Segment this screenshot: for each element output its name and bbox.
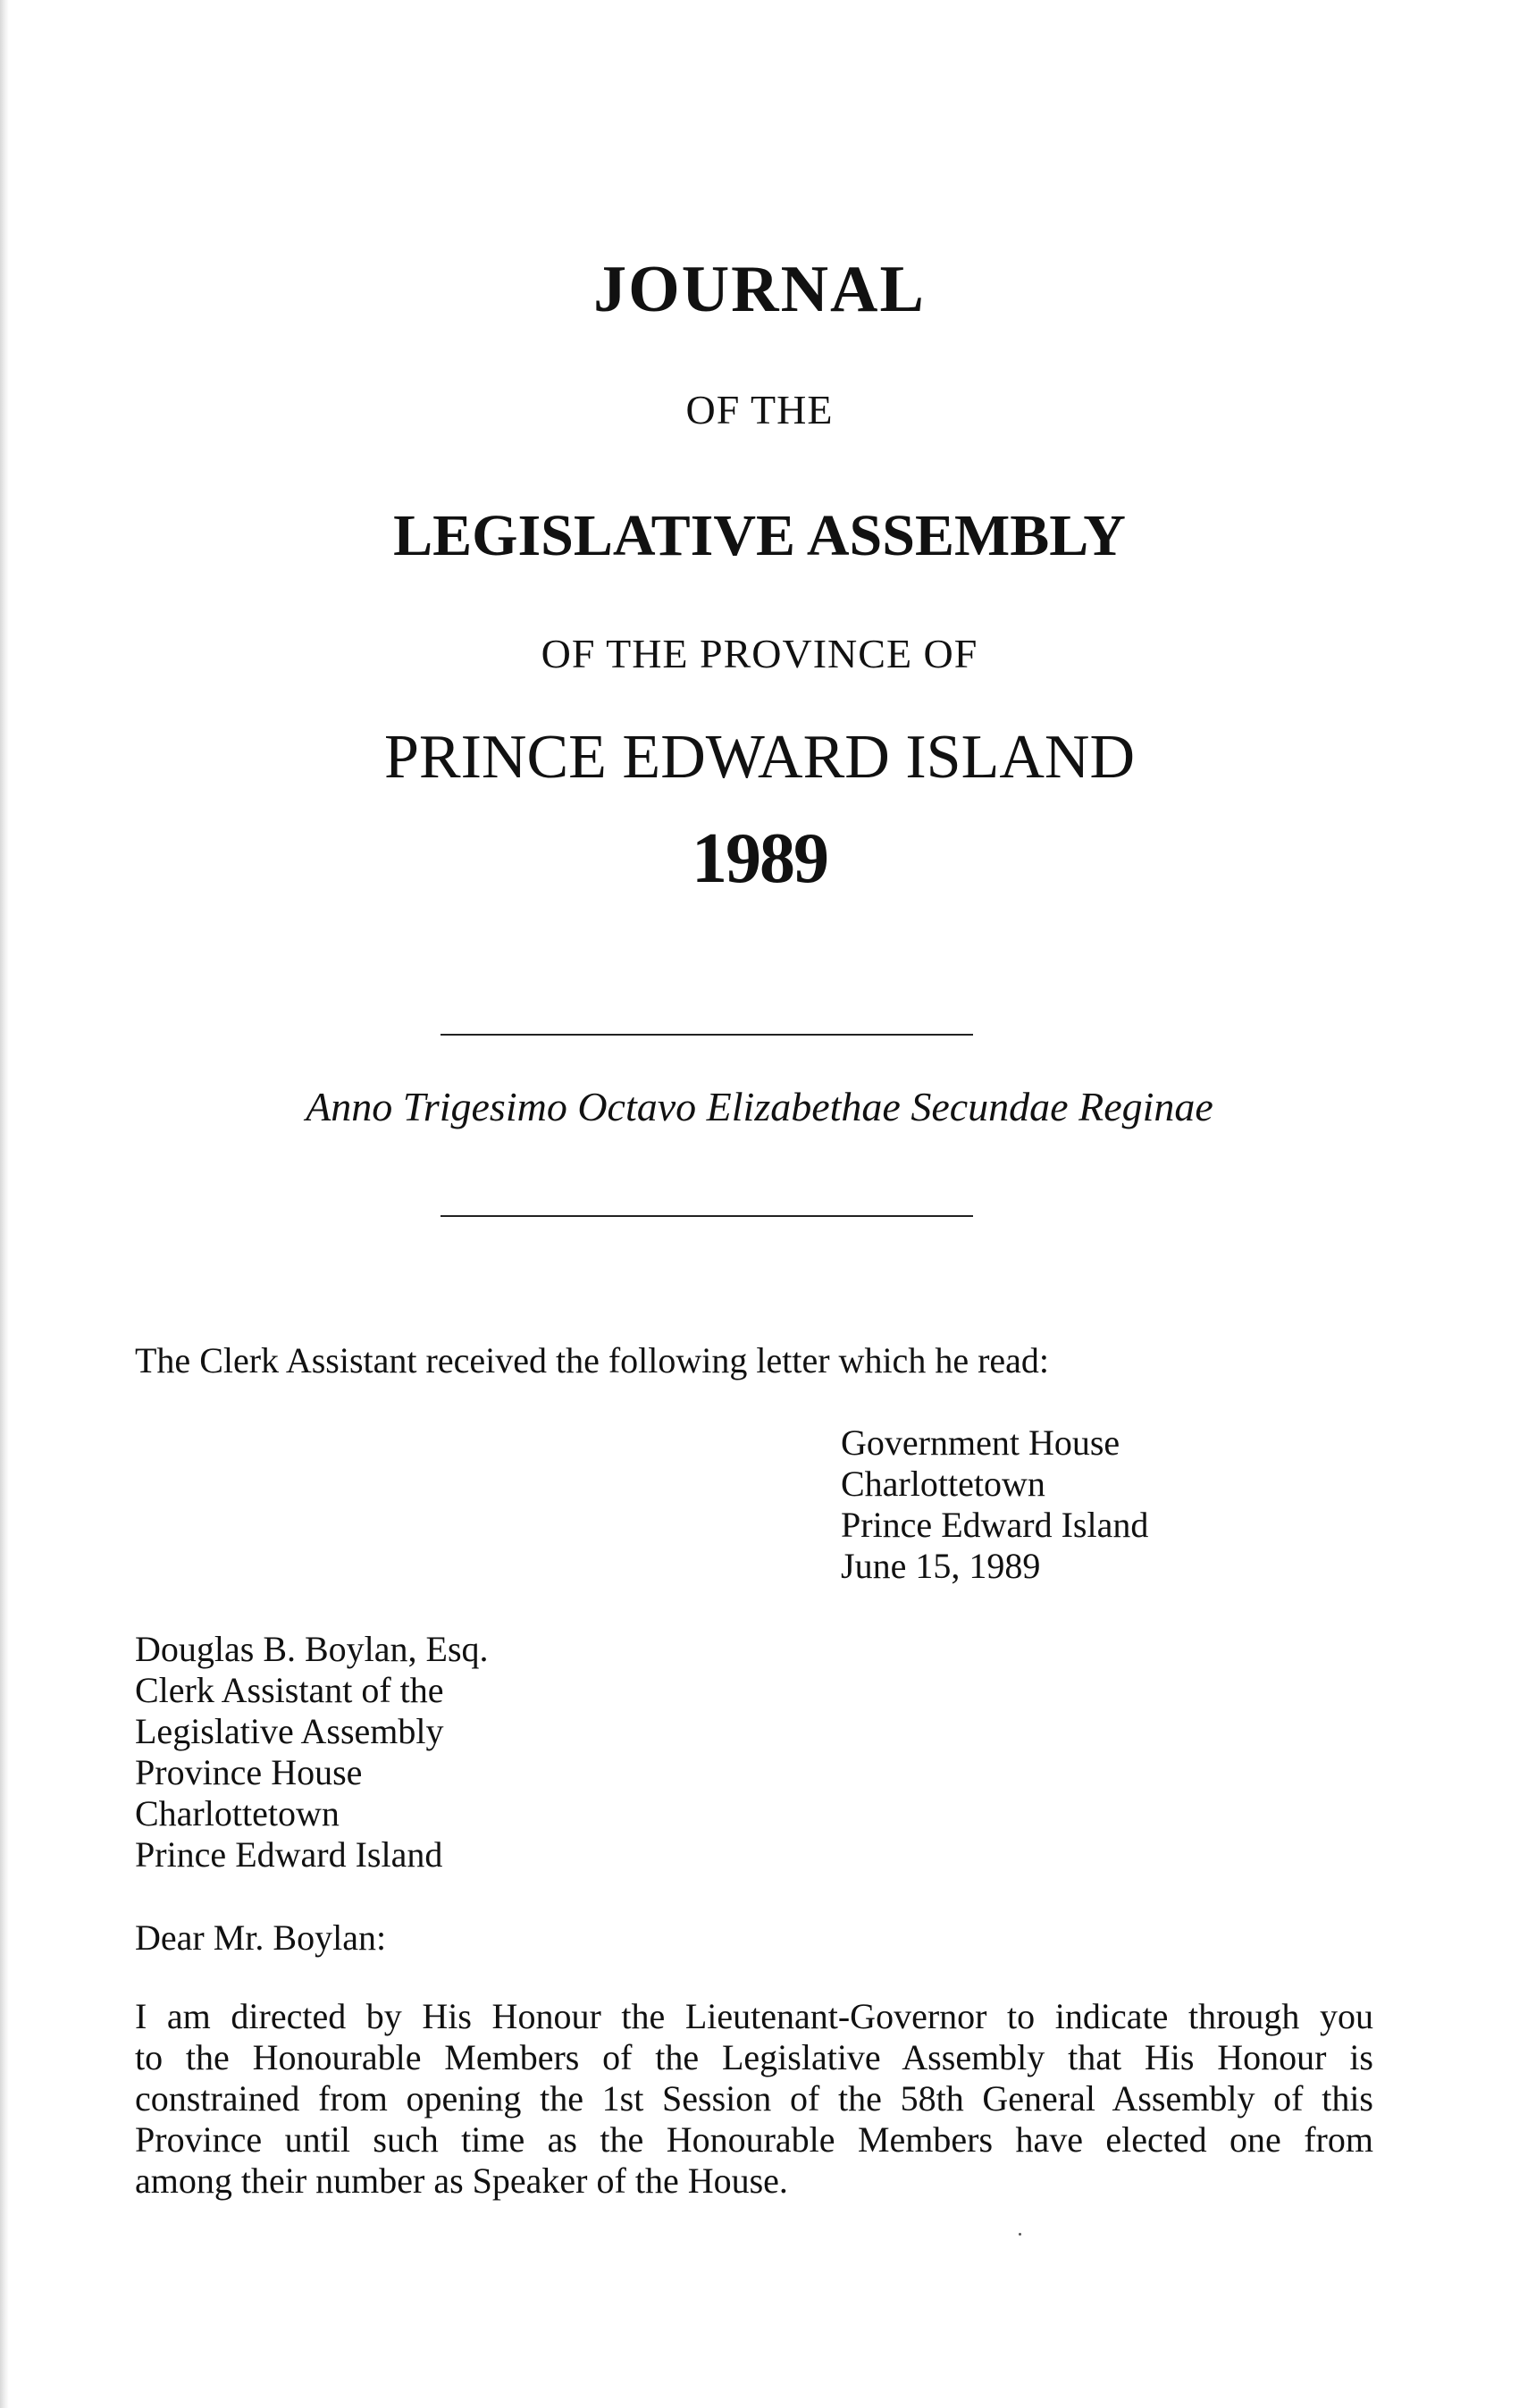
year-title: 1989 bbox=[692, 819, 827, 898]
divider-bottom bbox=[441, 1215, 973, 1217]
of-the-province-line: OF THE PROVINCE OF bbox=[541, 631, 978, 676]
letter-body bbox=[135, 1996, 1373, 2202]
recipient-address-line: Clerk Assistant of the bbox=[135, 1670, 444, 1710]
journal-title: JOURNAL bbox=[593, 253, 926, 326]
divider-top bbox=[441, 1034, 973, 1036]
salutation: Dear Mr. Boylan: bbox=[135, 1917, 387, 1958]
recipient-address-line: Douglas B. Boylan, Esq. bbox=[135, 1629, 489, 1669]
sender-address-line: Prince Edward Island bbox=[841, 1505, 1149, 1545]
letter-body-line: I am directed by His Honour the Lieutenant-Governor to indicate through you bbox=[135, 1996, 1373, 2036]
sender-address-line: Charlottetown bbox=[841, 1464, 1045, 1504]
recipient-address-line: Province House bbox=[135, 1752, 363, 1792]
sender-address-line: Government House bbox=[841, 1422, 1120, 1463]
letter-body-line: to the Honourable Members of the Legislative Assembly that His Honour is bbox=[135, 2037, 1373, 2077]
of-the-line: OF THE bbox=[685, 387, 834, 432]
letter-body-line: constrained from opening the 1st Session of the 58th General Assembly of this bbox=[135, 2078, 1373, 2119]
province-title: PRINCE EDWARD ISLAND bbox=[384, 723, 1135, 792]
intro-sentence: The Clerk Assistant received the following letter which he read: bbox=[135, 1340, 1050, 1380]
regnal-year: Anno Trigesimo Octavo Elizabethae Secundae Reginae bbox=[306, 1084, 1213, 1129]
page-edge-shadow bbox=[0, 0, 9, 2408]
letter-body-line: among their number as Speaker of the House. bbox=[135, 2160, 788, 2201]
scan-speck bbox=[1019, 2233, 1021, 2236]
recipient-address-line: Prince Edward Island bbox=[135, 1834, 443, 1875]
recipient-address-line: Legislative Assembly bbox=[135, 1711, 444, 1751]
recipient-address-line: Charlottetown bbox=[135, 1793, 340, 1833]
letter-body-line: Province until such time as the Honourable Members have elected one from bbox=[135, 2119, 1373, 2160]
letter-date: June 15, 1989 bbox=[841, 1546, 1041, 1586]
assembly-title: LEGISLATIVE ASSEMBLY bbox=[393, 503, 1126, 568]
